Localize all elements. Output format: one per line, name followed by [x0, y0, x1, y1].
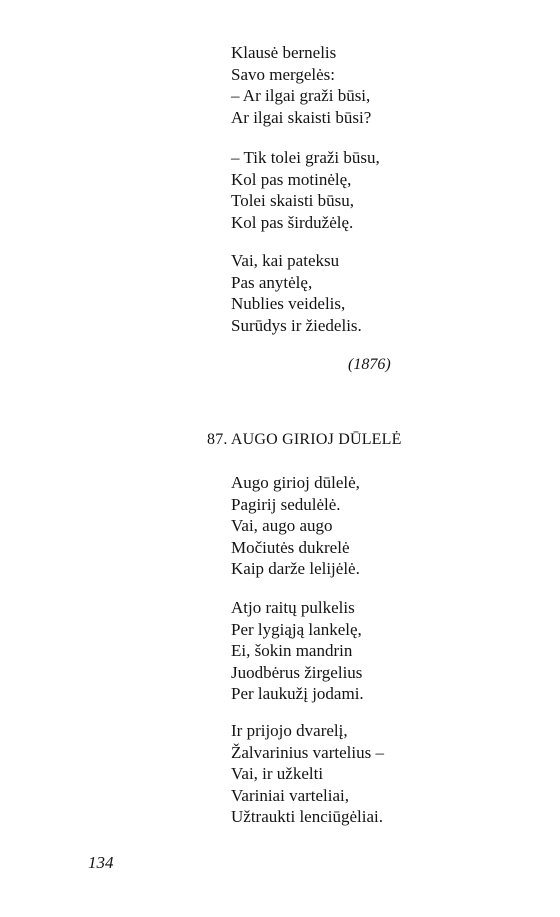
stanza-6 [231, 720, 384, 828]
poem-line: Kol pas širdužėlę. [231, 212, 354, 232]
stanza-4 [231, 472, 360, 580]
poem-line: Variniai varteliai, [231, 785, 350, 805]
stanza-2 [231, 147, 380, 233]
poem-line: Juodbėrus žirgelius [231, 662, 363, 682]
stanza-5 [231, 597, 364, 705]
poem-line: Per lygiąją lankelę, [231, 619, 362, 639]
poem-line: Užtraukti lenciūgėliai. [231, 807, 383, 826]
poem-line: Ir prijojo dvarelį, [231, 721, 348, 740]
poem-line: Atjo raitų pulkelis [231, 598, 355, 617]
poem-line: Ar ilgai skaisti būsi? [231, 107, 372, 127]
poem-line: Per laukužį jodami. [231, 684, 364, 703]
poem-line: – Tik tolei graži būsu, [231, 148, 380, 167]
poem-line: Kaip darže lelijėlė. [231, 559, 360, 578]
poem-line: Žalvarinius vartelius – [231, 742, 384, 762]
poem-line: Nublies veidelis, [231, 294, 346, 313]
poem-line: Vai, augo augo [231, 516, 333, 535]
poem-date: (1876) [348, 356, 391, 373]
poem-line: Pas anytėlę, [231, 272, 313, 292]
poem-line: Surūdys ir žiedelis. [231, 315, 362, 335]
poem-line: Savo mergelės: [231, 64, 336, 84]
poem-line: Tolei skaisti būsu, [231, 191, 355, 210]
poem-line: Pagirij sedulėlė. [231, 494, 341, 514]
poem-line: Vai, ir užkelti [231, 764, 324, 783]
poem-line: Klausė bernelis [231, 43, 337, 62]
poem-line: Ei, šokin mandrin [231, 641, 353, 660]
page-number: 134 [88, 853, 114, 872]
poem-line: – Ar ilgai graži būsi, [231, 86, 371, 105]
stanza-3 [231, 250, 362, 336]
poem-line: Močiutės dukrelė [231, 537, 350, 557]
poem-line: Kol pas motinėlę, [231, 169, 352, 189]
poem-line: Augo girioj dūlelė, [231, 473, 360, 492]
poem-line: Vai, kai pateksu [231, 251, 340, 270]
poem-title: 87. AUGO GIRIOJ DŪLELĖ [207, 431, 402, 448]
stanza-1 [231, 42, 371, 128]
